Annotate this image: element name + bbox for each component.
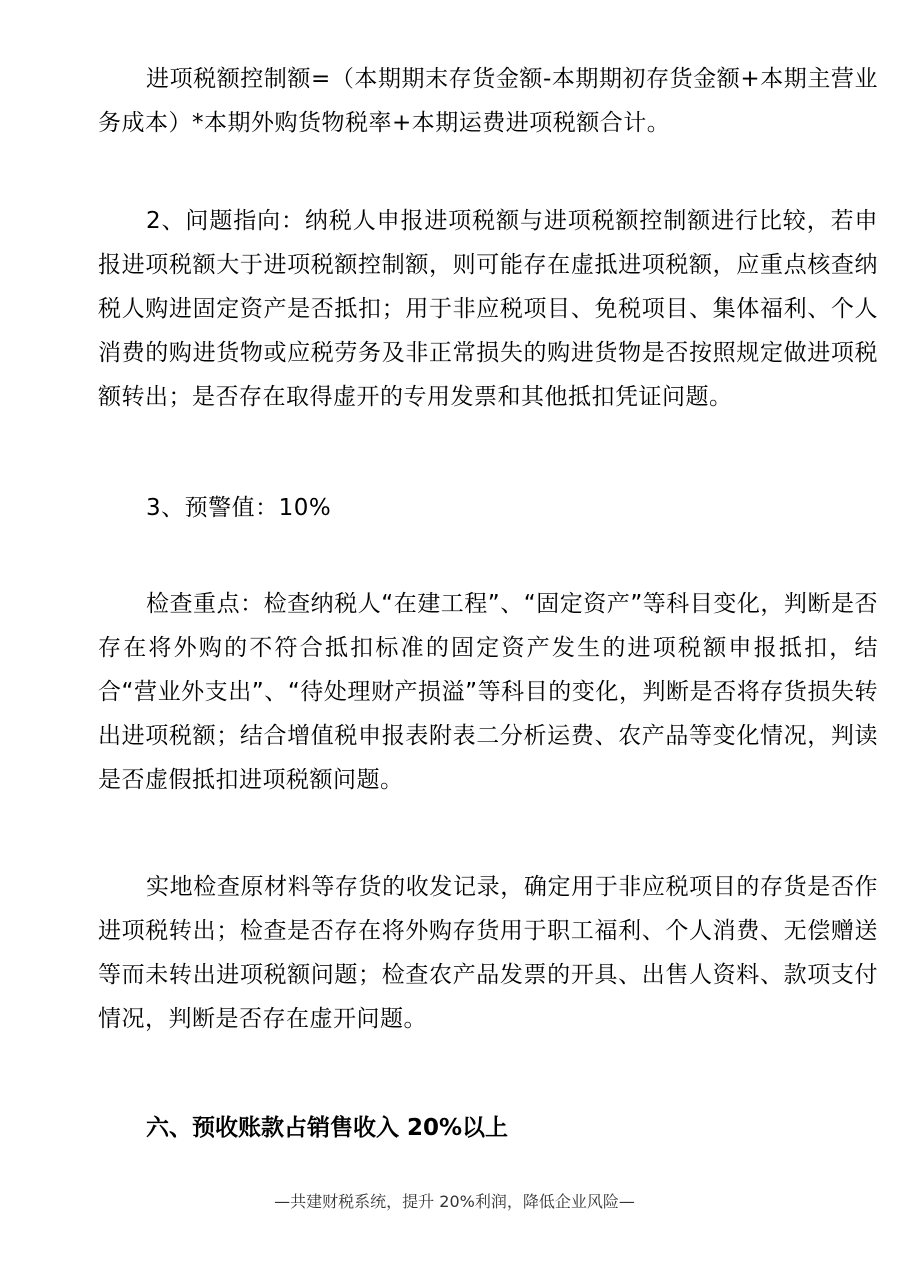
paragraph-warning-value: 3、预警值：10% (146, 495, 332, 521)
paragraph-problem-indication: 2、问题指向：纳税人申报进项税额与进项税额控制额进行比较，若申报进项税额大于进项税额控制额，则可能存在虚抵进项税额，应重点核查纳税人购进固定资产是否抵扣；用于非应税项目、免税项目、集体福利、个人消费的购进货物或应税劳务及非正常损失的购进货物是否按照规定做进项税额转出；是否存在取得虚开的专用发票和其他抵扣凭证问题。 (98, 208, 878, 410)
paragraph-onsite-inspection: 实地检查原材料等存货的收发记录，确定用于非应税项目的存货是否作进项税转出；检查是否存在将外购存货用于职工福利、个人消费、无偿赠送等而未转出进项税额问题；检查农产品发票的开具、出售人资料、款项支付情况，判断是否存在虚开问题。 (98, 874, 878, 1032)
section-heading: 六、预收账款占销售收入 20%以上 (146, 1115, 509, 1141)
paragraph-inspection-focus: 检查重点：检查纳税人“在建工程”、“固定资产”等科目变化，判断是否存在将外购的不符合抵扣标准的固定资产发生的进项税额申报抵扣，结合“营业外支出”、“待处理财产损溢”等科目的变化，判断是否将存货损失转出进项税额；结合增值税申报表附表二分析运费、农产品等变化情况，判读是否虚假抵扣进项税额问题。 (98, 591, 878, 793)
paragraph-input-tax-control-formula: 进项税额控制额=（本期期末存货金额-本期期初存货金额+本期主营业务成本）*本期外购货物税率+本期运费进项税额合计。 (98, 66, 878, 136)
page-footer: —共建财税系统，提升 20%利润，降低企业风险— (274, 1192, 635, 1211)
